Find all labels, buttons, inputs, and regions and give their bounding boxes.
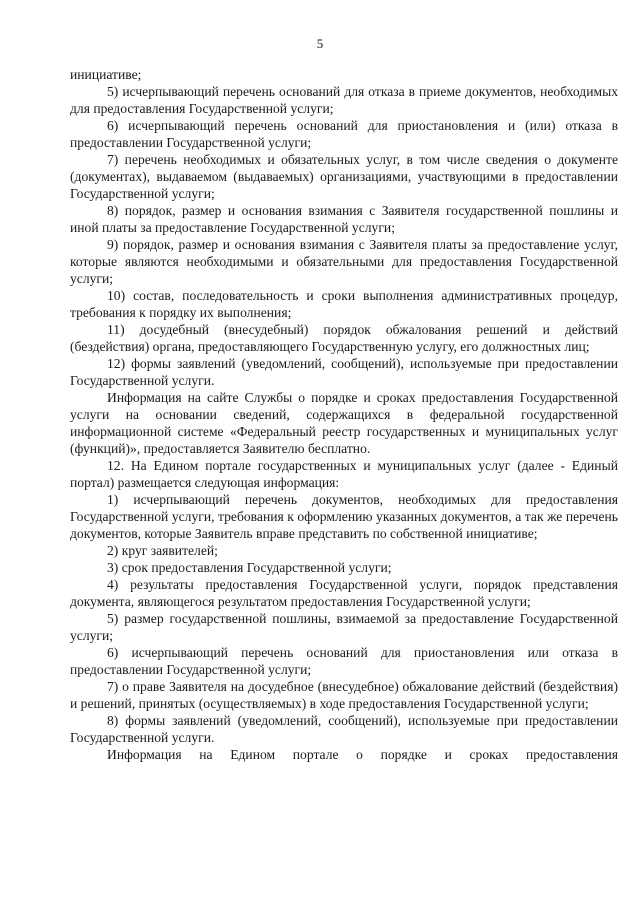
paragraph: 9) порядок, размер и основания взимания с Заявителя платы за предоставление услуг, которые являются необходимыми и обязательными для предоставления Государственной услуги; xyxy=(70,237,618,286)
paragraph: 12) формы заявлений (уведомлений, сообщений), используемые при предоставлении Государственной услуги. xyxy=(70,356,618,388)
page-number: 5 xyxy=(316,36,324,51)
paragraph: 5) размер государственной пошлины, взимаемой за предоставление Государственной услуги; xyxy=(70,611,618,643)
paragraph: Информация на сайте Службы о порядке и сроках предоставления Государственной услуги на основании сведений, содержащихся в федеральной государственной информационной системе «Федеральный реестр государственных и муниципальных услуг (функций)», предоставляется Заявителю бесплатно. xyxy=(70,390,618,456)
paragraph: 6) исчерпывающий перечень оснований для приостановления и (или) отказа в предоставлении Государственной услуги; xyxy=(70,118,618,150)
paragraph: 11) досудебный (внесудебный) порядок обжалования решений и действий (бездействия) органа, предоставляющего Государственную услугу, его должностных лиц; xyxy=(70,322,618,354)
paragraph: 8) порядок, размер и основания взимания с Заявителя государственной пошлины и иной платы за предоставление Государственной услуги; xyxy=(70,203,618,235)
paragraph: 4) результаты предоставления Государственной услуги, порядок представления документа, являющегося результатом предоставления Государственной услуги; xyxy=(70,577,618,609)
paragraph: Информация на Едином портале о порядке и сроках предоставления xyxy=(107,747,618,762)
paragraph: 2) круг заявителей; xyxy=(107,543,218,558)
document-body xyxy=(70,66,618,763)
paragraph: 3) срок предоставления Государственной услуги; xyxy=(107,560,392,575)
paragraph: 12. На Едином портале государственных и муниципальных услуг (далее - Единый портал) размещается следующая информация: xyxy=(70,458,618,490)
paragraph: 8) формы заявлений (уведомлений, сообщений), используемые при предоставлении Государственной услуги. xyxy=(70,713,618,745)
paragraph: 5) исчерпывающий перечень оснований для отказа в приеме документов, необходимых для предоставления Государственной услуги; xyxy=(70,84,618,116)
paragraph: 1) исчерпывающий перечень документов, необходимых для предоставления Государственной услуги, требования к оформлению указанных документов, а так же перечень документов, которые Заявитель вправе представить по собственной инициативе; xyxy=(70,492,618,541)
paragraph: 7) о праве Заявителя на досудебное (внесудебное) обжалование действий (бездействия) и решений, принятых (осуществляемых) в ходе предоставления Государственной услуги; xyxy=(70,679,618,711)
paragraph: 7) перечень необходимых и обязательных услуг, в том числе сведения о документе (документах), выдаваемом (выдаваемых) организациями, участвующими в предоставлении Государственной услуги; xyxy=(70,152,618,201)
paragraph: 6) исчерпывающий перечень оснований для приостановления или отказа в предоставлении Государственной услуги; xyxy=(70,645,618,677)
paragraph: инициативе; xyxy=(70,67,142,82)
paragraph: 10) состав, последовательность и сроки выполнения административных процедур, требования к порядку их выполнения; xyxy=(70,288,618,320)
